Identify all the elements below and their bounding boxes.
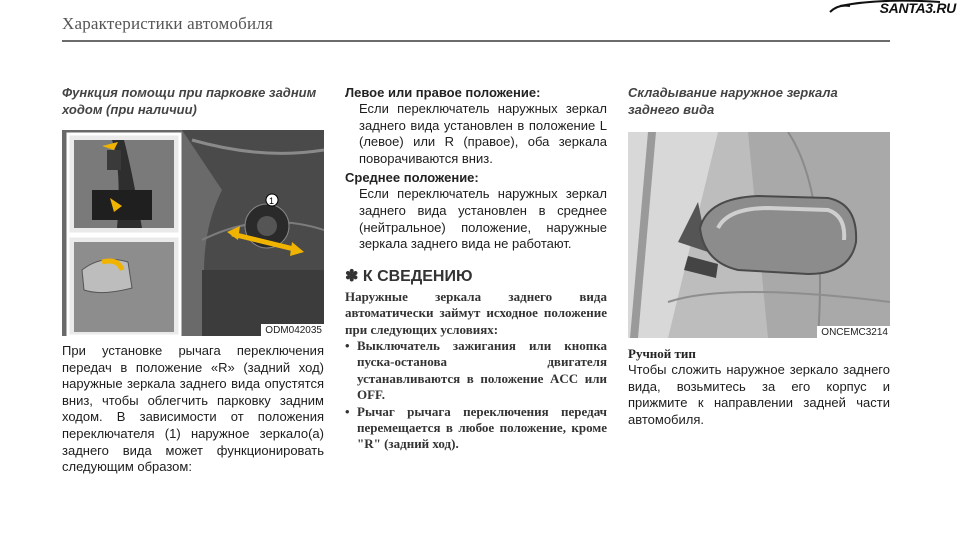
door-switch-illustration [62,130,324,336]
manual-type-text: Чтобы сложить наружное зеркало заднего вида, возьмитесь за его корпус и прижмите к направлении задней части автомобиля. [628,362,890,427]
bullet-icon: • [345,337,350,353]
manual-type-heading: Ручной тип [628,346,696,361]
switch-positions-column [345,84,607,453]
note-list [345,338,607,453]
figure-code: ODM042035 [261,324,324,336]
header-divider [62,40,890,42]
figure-code: ONCEMC3214 [817,326,890,338]
middle-heading: Среднее положение: [345,170,479,186]
page-title: Характеристики автомобиля [62,14,273,33]
parking-assist-text: При установке рычага переключения передач в положение «R» (задний ход) наружные зеркала заднего вида опустятся вниз, чтобы облегчить парковку задним ходом. В зависимости от положения переключателя (1) наружное зеркало(а) заднего вида может функционировать следующим образом: [62,343,324,475]
middle-text: Если переключатель наружных зеркал заднего вида установлен в среднее (нейтральное) положение, наружные зеркала заднего вида не работают. [359,186,607,252]
brand-logo [820,0,960,22]
mirror-folding-column [628,84,890,428]
left-right-heading: Левое или правое положение: [345,85,541,100]
parking-assist-heading: Функция помощи при парковке задним ходом (при наличии) [62,85,317,117]
side-mirror-illustration [628,132,890,338]
parking-assist-column [62,84,324,476]
note-item: • Рычаг рычага переключения передач перемещается в любое положение, кроме "R" (задний ход). [345,403,607,452]
parking-assist-figure [62,130,324,336]
mirror-folding-heading: Складывание наружное зеркала заднего вида [628,85,838,117]
note-intro: Наружные зеркала заднего вида автоматически займут исходное положение при следующих условиях: [345,288,607,337]
left-right-text: Если переключатель наружных зеркал заднего вида установлен в положение L (левое) или R (правое), оба зеркала поворачиваются вниз. [359,101,607,166]
note-heading: ✽ К СВЕДЕНИЮ [345,267,473,285]
note-item: • Выключатель зажигания или кнопка пуска-останова двигателя устанавливаются в положение ACC или OFF. [345,337,607,403]
mirror-folding-figure [628,132,890,338]
logo-text: SANTA3.RU [879,0,956,16]
bullet-icon: • [345,403,350,419]
switch-marker: 1 [269,196,275,206]
